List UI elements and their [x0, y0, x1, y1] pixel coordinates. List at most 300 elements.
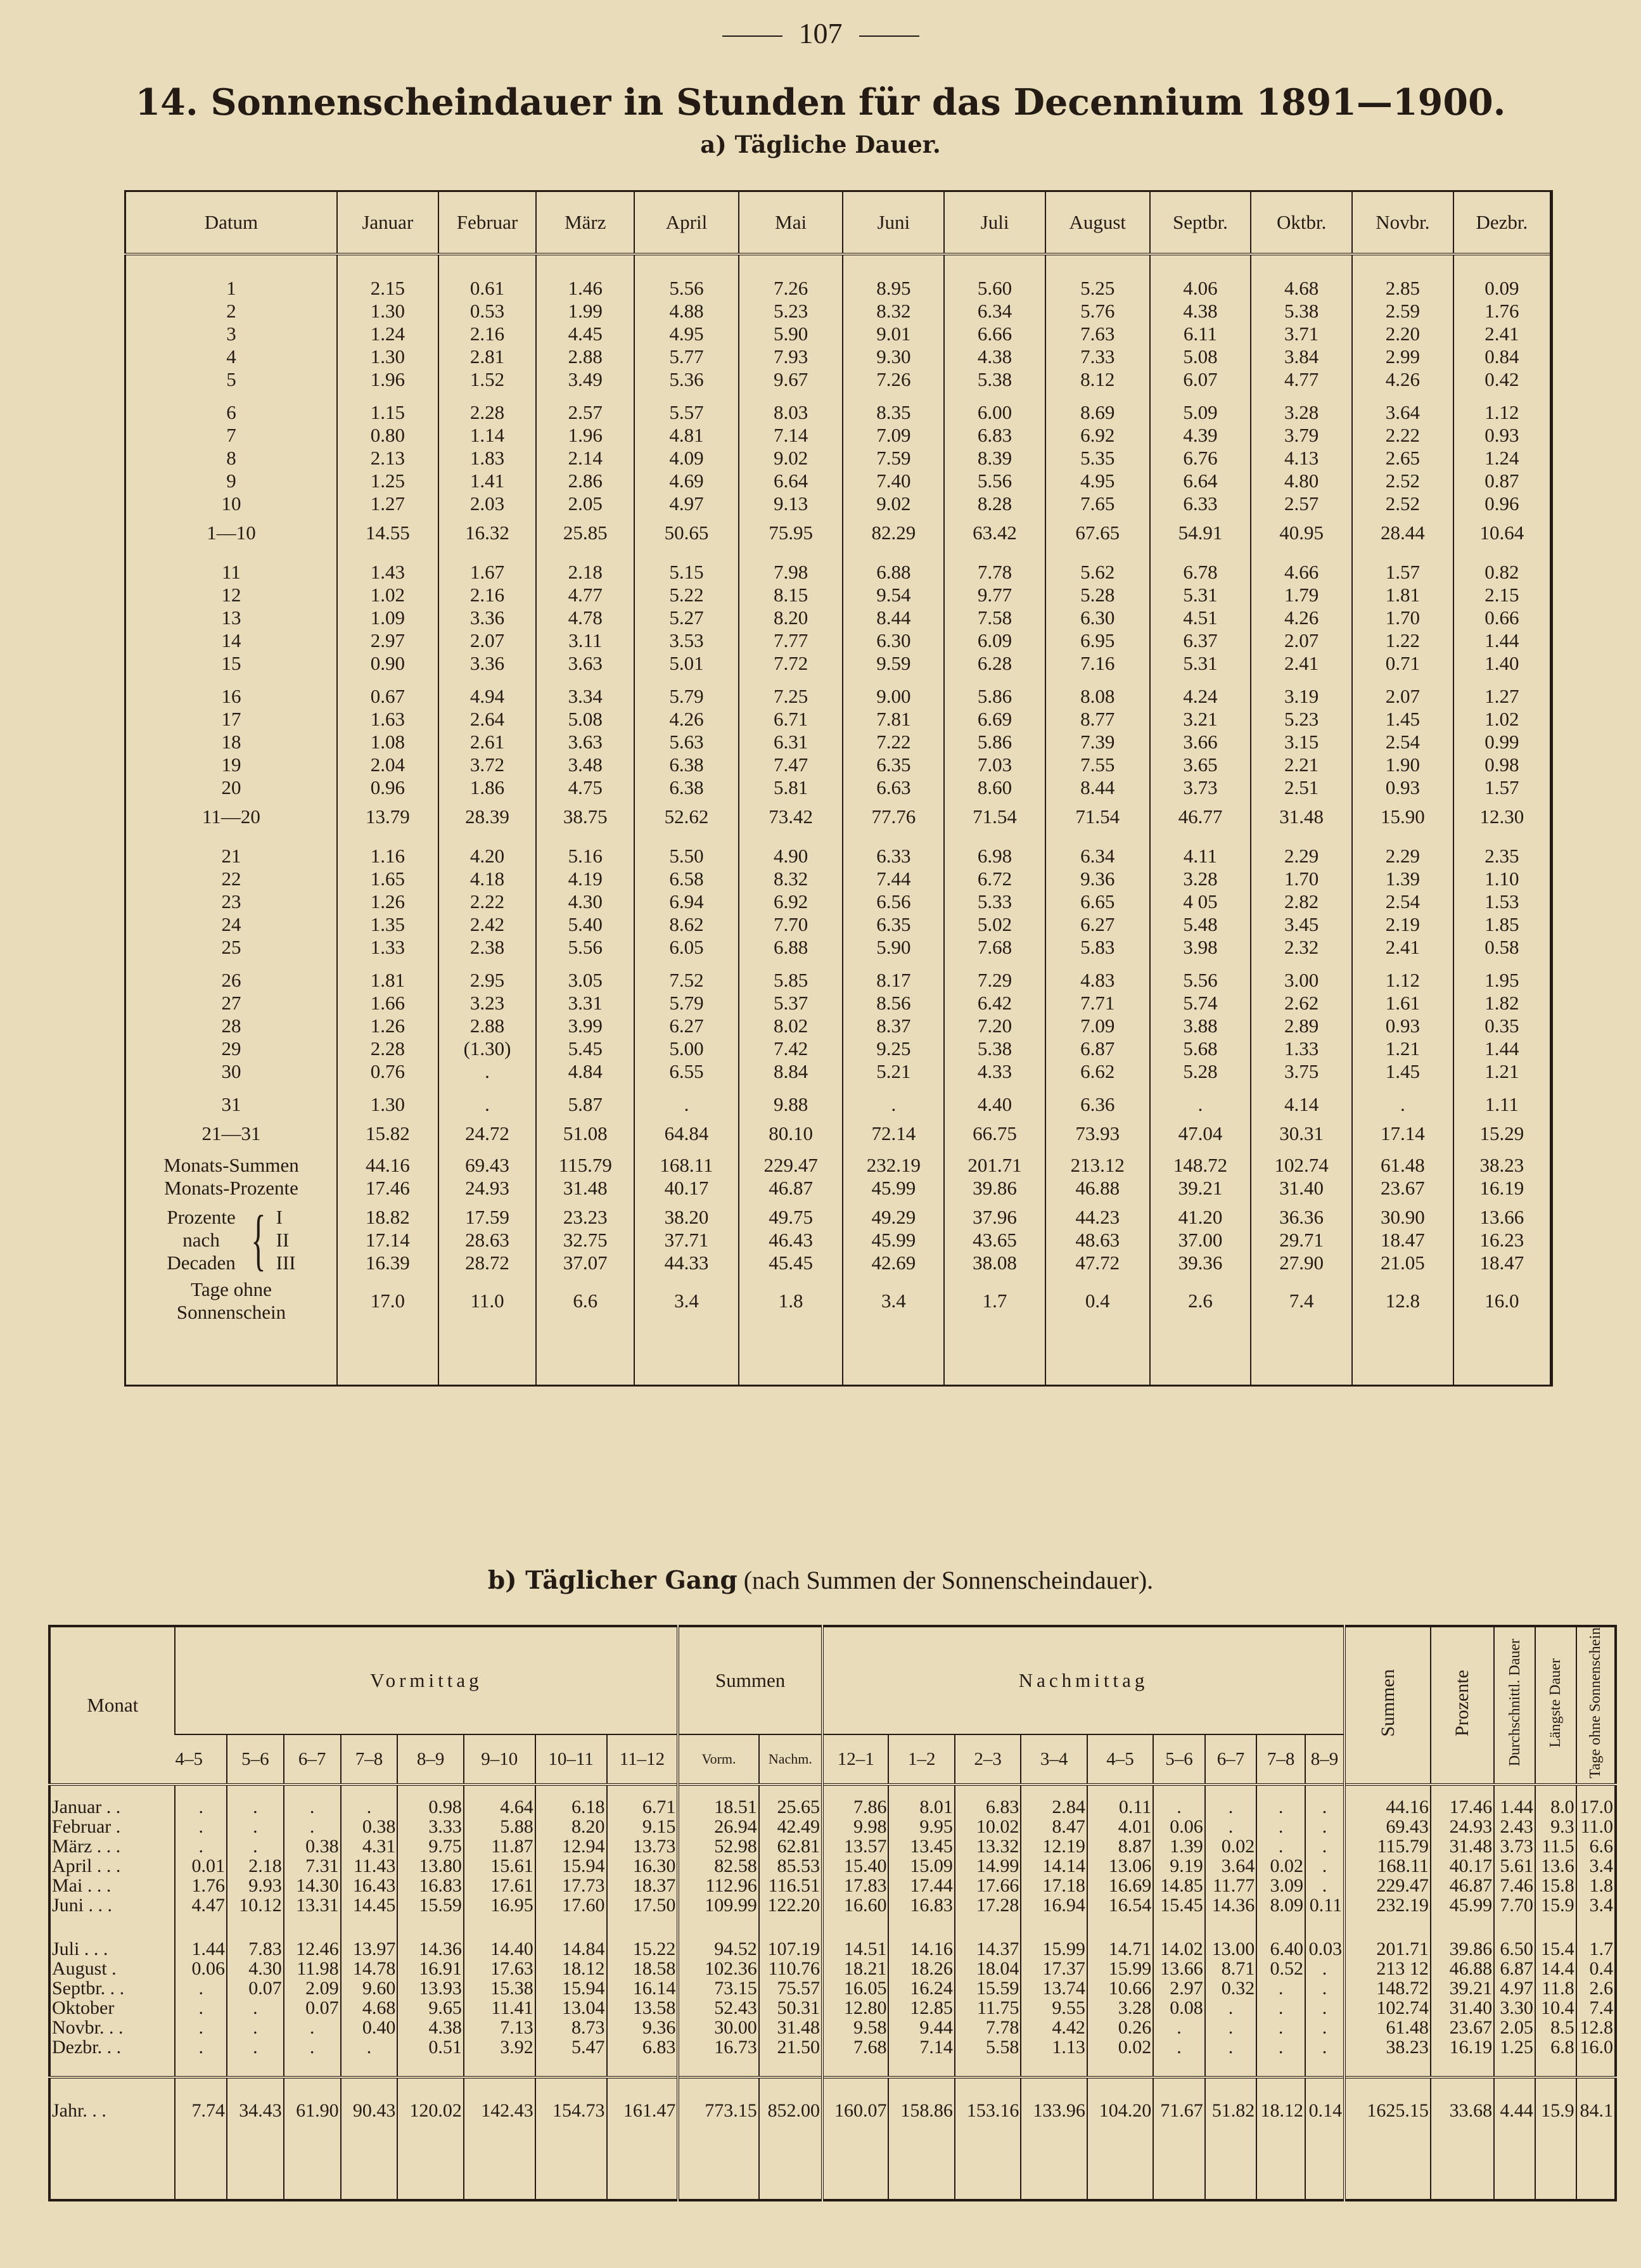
- prozente-value: 28.63: [465, 1229, 509, 1251]
- cell-value: .: [1256, 1784, 1305, 1817]
- cell-value: 51.82: [1205, 2077, 1256, 2142]
- cell-value: 2.64: [438, 708, 537, 731]
- cell-value: 5.81: [739, 776, 843, 799]
- cell-value: 8.56: [843, 992, 944, 1015]
- empty-cell: [1305, 2057, 1344, 2077]
- month-label: Septbr. . .: [52, 1978, 125, 1999]
- cell-value: 5.25: [1045, 254, 1150, 300]
- cell-value: 7.63: [1045, 323, 1150, 345]
- cell-value: 11.5: [1535, 1836, 1576, 1856]
- cell-value: 4.33: [944, 1060, 1045, 1083]
- cell-value: 82.58: [678, 1856, 758, 1876]
- prozente-label-line: nach: [182, 1229, 220, 1251]
- cell-value: 2.86: [536, 470, 634, 492]
- cell-value: 6.87: [1494, 1959, 1535, 1978]
- prozente-value: 23.23: [563, 1206, 608, 1228]
- cell-value: 52.43: [678, 1998, 758, 2018]
- day-label: 15: [221, 652, 241, 674]
- decade-sum: 16.32: [438, 515, 537, 551]
- cell-value: 8.44: [1045, 776, 1150, 799]
- cell-value: .: [1153, 1784, 1204, 1817]
- cell-value: 229.47: [1344, 1876, 1431, 1895]
- table-row: [125, 1083, 1552, 1116]
- cell-value: .: [1305, 1784, 1344, 1817]
- table-row: [125, 629, 1552, 652]
- decade-sum: 51.08: [536, 1116, 634, 1151]
- cell-value: .: [1305, 1836, 1344, 1856]
- cell-value: 16.95: [464, 1895, 535, 1915]
- cell-value: .: [1352, 1083, 1453, 1116]
- cell-value: 148.72: [1344, 1978, 1431, 1998]
- cell-value: 15.09: [888, 1856, 954, 1876]
- cell-value: 4.31: [341, 1836, 398, 1856]
- cell-value: 7.09: [843, 424, 944, 447]
- cell-value: 2.03: [438, 492, 537, 515]
- tage-value: 3.4: [843, 1274, 944, 1328]
- cell-value: 7.03: [944, 753, 1045, 776]
- table-row: [125, 753, 1552, 776]
- cell-value: 13.06: [1087, 1856, 1153, 1876]
- table-row: [49, 2037, 1616, 2057]
- cell-value: 213 12: [1344, 1959, 1431, 1978]
- cell-value: .: [175, 1978, 226, 1998]
- cell-value: 8.20: [535, 1817, 607, 1836]
- cell-value: 7.70: [1494, 1895, 1535, 1915]
- day-label: 22: [221, 868, 241, 890]
- decade-sum: 30.31: [1251, 1116, 1352, 1151]
- cell-value: 13.6: [1535, 1856, 1576, 1876]
- cell-value: 61.48: [1352, 1151, 1453, 1177]
- cell-value: 6.34: [944, 300, 1045, 323]
- cell-value: 6.38: [634, 753, 739, 776]
- prozente-value: 43.65: [973, 1229, 1017, 1251]
- cell-value: 0.26: [1087, 2018, 1153, 2037]
- cell-value: 148.72: [1150, 1151, 1251, 1177]
- cell-value: 1.12: [1352, 959, 1453, 992]
- cell-value: 14.14: [1021, 1856, 1087, 1876]
- cell-value: 213.12: [1045, 1151, 1150, 1177]
- cell-value: 3.21: [1150, 708, 1251, 731]
- prozente-value: 48.63: [1075, 1229, 1120, 1251]
- cell-value: 4.66: [1251, 551, 1352, 584]
- cell-value: 8.17: [843, 959, 944, 992]
- cell-value: 14.36: [1205, 1895, 1256, 1915]
- table-daily-duration: [124, 190, 1553, 1387]
- prozente-value: 27.90: [1279, 1252, 1324, 1274]
- cell-value: 1.02: [1453, 708, 1552, 731]
- day-label: 10: [221, 492, 241, 515]
- cell-value: 8.71: [1205, 1959, 1256, 1978]
- cell-value: 0.52: [1256, 1959, 1305, 1978]
- cell-value: 9.44: [888, 2018, 954, 2037]
- cell-value: 2.61: [438, 731, 537, 753]
- cell-value: .: [1205, 1784, 1256, 1817]
- cell-value: 4.30: [227, 1959, 284, 1978]
- prozente-value: 39.36: [1178, 1252, 1223, 1274]
- prozente-value: 41.20: [1178, 1206, 1223, 1228]
- empty-cell: [678, 2057, 758, 2077]
- cell-value: 5.27: [634, 606, 739, 629]
- cell-value: 1.02: [337, 584, 438, 606]
- tage-label-line: Sonnenschein: [176, 1301, 286, 1323]
- table-b-footer-space: [49, 2142, 1616, 2200]
- cell-value: 23.67: [1352, 1177, 1453, 1200]
- cell-value: 15.45: [1153, 1895, 1204, 1915]
- cell-value: 5.47: [535, 2037, 607, 2057]
- table-row: [125, 1060, 1552, 1083]
- day-label: 16: [221, 685, 241, 707]
- day-label: 2: [226, 300, 236, 322]
- cell-value: 7.42: [739, 1037, 843, 1060]
- cell-value: 1.41: [438, 470, 537, 492]
- table-row: [125, 492, 1552, 515]
- cell-value: 4.20: [438, 835, 537, 868]
- header-month: Januar: [337, 191, 438, 255]
- cell-value: 7.46: [1494, 1876, 1535, 1895]
- cell-value: 8.69: [1045, 391, 1150, 424]
- prozente-value: 49.29: [871, 1206, 916, 1228]
- cell-value: 14.85: [1153, 1876, 1204, 1895]
- prozente-value: 16.39: [365, 1252, 410, 1274]
- cell-value: 4.24: [1150, 675, 1251, 708]
- cell-value: 5.77: [634, 345, 739, 368]
- cell-value: 4.01: [1087, 1817, 1153, 1836]
- decade-sum: 24.72: [438, 1116, 537, 1151]
- cell-value: 14.02: [1153, 1915, 1204, 1959]
- cell-value: 4.45: [536, 323, 634, 345]
- cell-value: 13.58: [607, 1998, 679, 2018]
- cell-value: 11.41: [464, 1998, 535, 2018]
- cell-value: 18.58: [607, 1959, 679, 1978]
- cell-value: 5.37: [739, 992, 843, 1015]
- decade-roman: II: [276, 1229, 290, 1251]
- cell-value: 1.81: [337, 959, 438, 992]
- cell-value: 9.93: [227, 1876, 284, 1895]
- cell-value: 15.59: [955, 1978, 1021, 1998]
- empty-cell: [1251, 1328, 1352, 1386]
- table-row: [125, 835, 1552, 868]
- cell-value: 6.50: [1494, 1915, 1535, 1959]
- cell-value: 18.26: [888, 1959, 954, 1978]
- cell-value: (1.30): [438, 1037, 537, 1060]
- cell-value: 7.93: [739, 345, 843, 368]
- cell-value: 5.68: [1150, 1037, 1251, 1060]
- cell-value: 2.22: [1352, 424, 1453, 447]
- cell-value: 6.94: [634, 890, 739, 913]
- table-row: [125, 424, 1552, 447]
- cell-value: 3.31: [536, 992, 634, 1015]
- prozente-value: 18.82: [365, 1206, 410, 1228]
- cell-value: 5.28: [1045, 584, 1150, 606]
- cell-value: 14.51: [822, 1915, 888, 1959]
- cell-value: 229.47: [739, 1151, 843, 1177]
- decade-sum: 10.64: [1453, 515, 1552, 551]
- cell-value: 4.75: [536, 776, 634, 799]
- cell-value: 7.26: [843, 368, 944, 391]
- cell-value: 13.74: [1021, 1978, 1087, 1998]
- table-row: [125, 890, 1552, 913]
- cell-value: 0.96: [1453, 492, 1552, 515]
- cell-value: 1.96: [536, 424, 634, 447]
- cell-value: 0.80: [337, 424, 438, 447]
- table-row: [49, 1959, 1616, 1978]
- prozente-value: 17.14: [365, 1229, 410, 1251]
- cell-value: 4.39: [1150, 424, 1251, 447]
- cell-value: 2.52: [1352, 470, 1453, 492]
- cell-value: 11.87: [464, 1836, 535, 1856]
- cell-value: 4.78: [536, 606, 634, 629]
- day-label: 19: [221, 753, 241, 776]
- day-label: 27: [221, 992, 241, 1014]
- tage-value: 1.7: [944, 1274, 1045, 1328]
- cell-value: 1.65: [337, 868, 438, 890]
- prozente-value: 29.71: [1279, 1229, 1324, 1251]
- decade-sum: 38.75: [536, 799, 634, 835]
- empty-cell: [1087, 2142, 1153, 2200]
- cell-value: 1.16: [337, 835, 438, 868]
- empty-cell: [535, 2057, 607, 2077]
- cell-value: 852.00: [759, 2077, 822, 2142]
- cell-value: 1.39: [1153, 1836, 1204, 1856]
- cell-value: 25.65: [759, 1784, 822, 1817]
- decade-sum: 40.95: [1251, 515, 1352, 551]
- cell-value: 1.44: [1494, 1784, 1535, 1817]
- cell-value: 16.24: [888, 1978, 954, 1998]
- header-month: Septbr.: [1150, 191, 1251, 255]
- cell-value: 6.28: [944, 652, 1045, 675]
- cell-value: 16.73: [678, 2037, 758, 2057]
- cell-value: 6.95: [1045, 629, 1150, 652]
- header-hour-nachm: 4–5: [1087, 1734, 1153, 1784]
- monats-summen-row-label: Monats-Summen: [163, 1154, 299, 1176]
- cell-value: 9.3: [1535, 1817, 1576, 1836]
- cell-value: 5.90: [739, 323, 843, 345]
- cell-value: 9.58: [822, 2018, 888, 2037]
- cell-value: 1.44: [1453, 1037, 1552, 1060]
- cell-value: 5.58: [955, 2037, 1021, 2057]
- decade-sum: 71.54: [1045, 799, 1150, 835]
- day-label: 21: [221, 845, 241, 867]
- cell-value: 1.30: [337, 345, 438, 368]
- cell-value: 13.93: [397, 1978, 463, 1998]
- cell-value: 17.60: [535, 1895, 607, 1915]
- cell-value: 5.15: [634, 551, 739, 584]
- brace-glyph: {: [251, 1202, 266, 1278]
- cell-value: 6.40: [1256, 1915, 1305, 1959]
- cell-value: .: [1205, 2018, 1256, 2037]
- cell-value: 5.60: [944, 254, 1045, 300]
- decade-sum: 71.54: [944, 799, 1045, 835]
- table-row: [125, 584, 1552, 606]
- cell-value: 8.02: [739, 1015, 843, 1037]
- empty-cell: [888, 2057, 954, 2077]
- cell-value: 0.02: [1087, 2037, 1153, 2057]
- day-label: 14: [221, 629, 241, 651]
- cell-value: 2.15: [337, 254, 438, 300]
- empty-cell: [49, 2057, 175, 2077]
- cell-value: 6.56: [843, 890, 944, 913]
- cell-value: 18.37: [607, 1876, 679, 1895]
- decade-sum-row: [125, 1116, 1552, 1151]
- decade-sum: 13.79: [337, 799, 438, 835]
- prozente-value: 45.45: [769, 1252, 814, 1274]
- cell-value: 1.66: [337, 992, 438, 1015]
- cell-value: 0.42: [1453, 368, 1552, 391]
- header-vormittag: Vormittag: [175, 1626, 678, 1734]
- day-label: 11: [222, 561, 241, 583]
- cell-value: 102.36: [678, 1959, 758, 1978]
- cell-value: 2.32: [1251, 936, 1352, 959]
- cell-value: 0.08: [1153, 1998, 1204, 2018]
- cell-value: 5.90: [843, 936, 944, 959]
- cell-value: .: [227, 2018, 284, 2037]
- cell-value: 39.86: [944, 1177, 1045, 1200]
- cell-value: 15.8: [1535, 1876, 1576, 1895]
- empty-cell: [1021, 2057, 1087, 2077]
- decade-sum: 25.85: [536, 515, 634, 551]
- cell-value: 2.82: [1251, 890, 1352, 913]
- cell-value: 4.94: [438, 675, 537, 708]
- cell-value: .: [1205, 1998, 1256, 2018]
- empty-cell: [341, 2057, 398, 2077]
- cell-value: 8.32: [739, 868, 843, 890]
- header-month: April: [634, 191, 739, 255]
- cell-value: .: [843, 1083, 944, 1116]
- cell-value: 4.90: [739, 835, 843, 868]
- cell-value: 11.98: [284, 1959, 341, 1978]
- cell-value: 1.82: [1453, 992, 1552, 1015]
- cell-value: 3.33: [397, 1817, 463, 1836]
- cell-value: 0.87: [1453, 470, 1552, 492]
- empty-cell: [1576, 2057, 1616, 2077]
- day-label: 6: [226, 401, 236, 423]
- decade-sum: 50.65: [634, 515, 739, 551]
- cell-value: 8.03: [739, 391, 843, 424]
- cell-value: 3.64: [1205, 1856, 1256, 1876]
- empty-cell: [1352, 1328, 1453, 1386]
- prozente-value: 49.75: [769, 1206, 814, 1228]
- monats-prozente-row: [125, 1177, 1552, 1200]
- cell-value: 5.31: [1150, 584, 1251, 606]
- cell-value: 6.42: [944, 992, 1045, 1015]
- cell-value: .: [1305, 1978, 1344, 1998]
- cell-value: 3.99: [536, 1015, 634, 1037]
- cell-value: 0.07: [227, 1978, 284, 1998]
- cell-value: 5.23: [1251, 708, 1352, 731]
- cell-value: 3.34: [536, 675, 634, 708]
- cell-value: 12.94: [535, 1836, 607, 1856]
- cell-value: 7.86: [822, 1784, 888, 1817]
- day-label: 30: [221, 1060, 241, 1082]
- cell-value: 42.49: [759, 1817, 822, 1836]
- cell-value: 16.83: [888, 1895, 954, 1915]
- prozente-value: 42.69: [871, 1252, 916, 1274]
- cell-value: 94.52: [678, 1915, 758, 1959]
- cell-value: .: [1305, 1817, 1344, 1836]
- cell-value: 15.9: [1535, 1895, 1576, 1915]
- cell-value: 4.26: [634, 708, 739, 731]
- cell-value: 4.11: [1150, 835, 1251, 868]
- cell-value: 0.32: [1205, 1978, 1256, 1998]
- cell-value: 6.92: [739, 890, 843, 913]
- cell-value: 7.29: [944, 959, 1045, 992]
- cell-value: 160.07: [822, 2077, 888, 2142]
- cell-value: 5.85: [739, 959, 843, 992]
- empty-cell: [1494, 2142, 1535, 2200]
- cell-value: 122.20: [759, 1895, 822, 1915]
- day-label: 8: [226, 447, 236, 469]
- cell-value: .: [1150, 1083, 1251, 1116]
- cell-value: 6.62: [1045, 1060, 1150, 1083]
- cell-value: 15.38: [464, 1978, 535, 1998]
- cell-value: 2.42: [438, 913, 537, 936]
- cell-value: 39.21: [1150, 1177, 1251, 1200]
- cell-value: 2.99: [1352, 345, 1453, 368]
- cell-value: 4.77: [1251, 368, 1352, 391]
- cell-value: 7.26: [739, 254, 843, 300]
- cell-value: 6.83: [955, 1784, 1021, 1817]
- empty-cell: [464, 2057, 535, 2077]
- cell-value: 158.86: [888, 2077, 954, 2142]
- cell-value: 1.63: [337, 708, 438, 731]
- cell-value: 0.67: [337, 675, 438, 708]
- monats-prozente-row-label: Monats-Prozente: [164, 1177, 298, 1199]
- cell-value: 0.51: [397, 2037, 463, 2057]
- cell-value: 7.98: [739, 551, 843, 584]
- cell-value: .: [1256, 2018, 1305, 2037]
- prozente-value: 16.23: [1479, 1229, 1524, 1251]
- cell-value: 31.48: [1431, 1836, 1494, 1856]
- cell-value: 3.49: [536, 368, 634, 391]
- cell-value: 9.01: [843, 323, 944, 345]
- cell-value: 0.09: [1453, 254, 1552, 300]
- table-row: [125, 708, 1552, 731]
- cell-value: 14.4: [1535, 1959, 1576, 1978]
- cell-value: 6.35: [843, 753, 944, 776]
- cell-value: 9.13: [739, 492, 843, 515]
- cell-value: 2.54: [1352, 890, 1453, 913]
- day-label: 5: [226, 368, 236, 390]
- cell-value: 45.99: [843, 1177, 944, 1200]
- cell-value: 7.68: [822, 2037, 888, 2057]
- cell-value: 4.26: [1352, 368, 1453, 391]
- tage-value: 6.6: [536, 1274, 634, 1328]
- cell-value: 115.79: [1344, 1836, 1431, 1856]
- cell-value: 1625.15: [1344, 2077, 1431, 2142]
- cell-value: 1.8: [1576, 1876, 1616, 1895]
- cell-value: 7.77: [739, 629, 843, 652]
- cell-value: 6.09: [944, 629, 1045, 652]
- day-label: 13: [221, 606, 241, 629]
- day-label: 20: [221, 776, 241, 798]
- table-row: [49, 1817, 1616, 1836]
- cell-value: 1.25: [337, 470, 438, 492]
- cell-value: 4.14: [1251, 1083, 1352, 1116]
- month-label: Novbr. . .: [52, 2017, 124, 2039]
- header-hour-nachm: 2–3: [955, 1734, 1021, 1784]
- cell-value: 2.88: [438, 1015, 537, 1037]
- cell-value: 13.57: [822, 1836, 888, 1856]
- cell-value: 3.63: [536, 731, 634, 753]
- prozente-value: 13.66: [1479, 1206, 1524, 1228]
- cell-value: 16.43: [341, 1876, 398, 1895]
- cell-value: 4.19: [536, 868, 634, 890]
- cell-value: 33.68: [1431, 2077, 1494, 2142]
- cell-value: 5.21: [843, 1060, 944, 1083]
- day-label: 23: [221, 890, 241, 913]
- cell-value: 6.88: [843, 551, 944, 584]
- cell-value: 2.29: [1251, 835, 1352, 868]
